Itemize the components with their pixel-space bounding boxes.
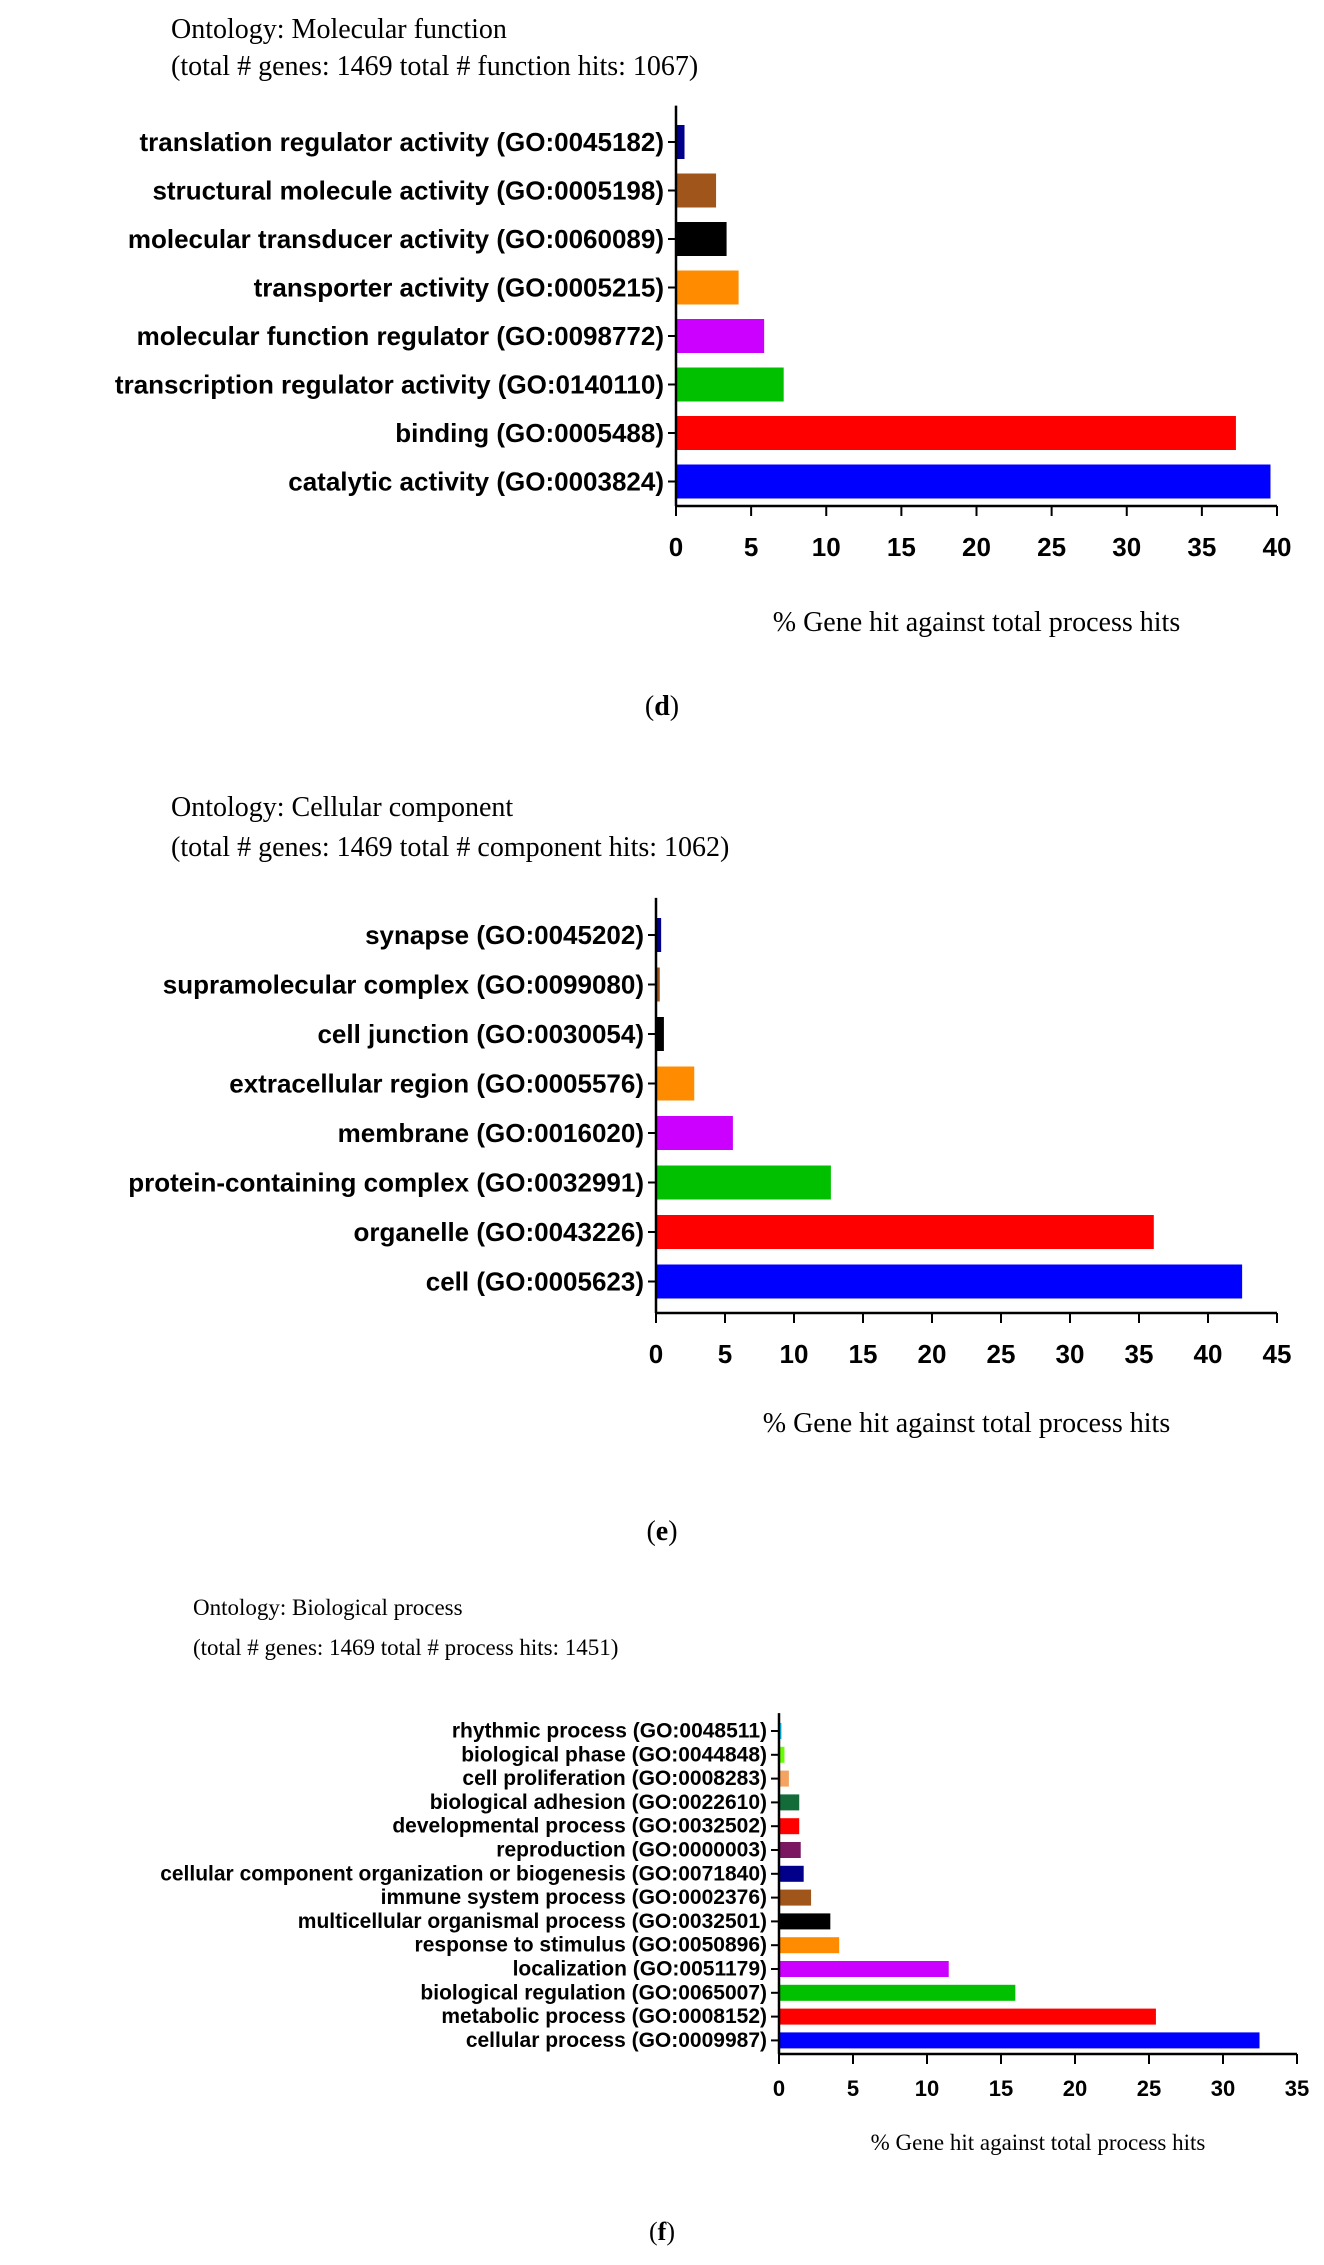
bar (780, 2009, 1156, 2025)
category-label: biological regulation (GO:0065007) (420, 1981, 767, 2005)
x-tick-label: 15 (886, 532, 916, 562)
category-label: biological adhesion (GO:0022610) (429, 1790, 767, 1814)
category-label: catalytic activity (GO:0003824) (288, 466, 664, 497)
panel-label: (f) (648, 2217, 676, 2246)
x-tick-label: 25 (986, 1339, 1016, 1369)
bar (780, 1818, 799, 1834)
category-label: cell (GO:0005623) (425, 1266, 644, 1297)
bar (657, 1215, 1154, 1249)
bar (780, 1771, 789, 1787)
bar (657, 1067, 694, 1101)
bar (657, 968, 660, 1002)
x-tick-label: 5 (743, 532, 759, 562)
category-label: organelle (GO:0043226) (353, 1217, 644, 1247)
x-tick-label: 20 (962, 532, 991, 562)
bar (780, 1961, 949, 1977)
x-tick-label: 30 (1055, 1339, 1085, 1369)
category-label: immune system process (GO:0002376) (380, 1886, 767, 1910)
bar (657, 1116, 733, 1150)
bar (780, 1794, 799, 1810)
category-label: protein-containing complex (GO:0032991) (128, 1167, 644, 1198)
category-label: structural molecule activity (GO:0005198) (152, 175, 664, 206)
panel-label: (d) (644, 691, 680, 722)
category-label: metabolic process (GO:0008152) (441, 2005, 767, 2029)
bar (780, 1890, 811, 1906)
category-label: supramolecular complex (GO:0099080) (162, 969, 644, 1000)
category-label: extracellular region (GO:0005576) (229, 1068, 644, 1099)
category-label: cellular component organization or biogenesis (GO:0071840) (160, 1862, 767, 1886)
panel-label: (e) (646, 1516, 678, 1547)
bar (657, 1166, 831, 1200)
x-tick-label: 35 (1284, 2076, 1310, 2101)
bar (780, 2032, 1260, 2048)
chart-panel-3 (160, 1595, 1309, 2246)
category-label: cell proliferation (GO:0008283) (462, 1767, 767, 1791)
category-label: cellular process (GO:0009987) (465, 2028, 767, 2052)
category-label: membrane (GO:0016020) (337, 1118, 644, 1148)
x-tick-label: 15 (848, 1339, 878, 1369)
category-label: localization (GO:0051179) (512, 1957, 767, 1981)
chart-subtitle: (total # genes: 1469 total # component hits: 1062) (171, 832, 730, 863)
bar (677, 465, 1270, 499)
bar (657, 1017, 664, 1051)
category-label: molecular function regulator (GO:0098772) (136, 321, 664, 351)
bar (677, 271, 739, 305)
x-tick-label: 15 (988, 2076, 1014, 2101)
chart-subtitle: (total # genes: 1469 total # function hits: 1067) (171, 51, 699, 82)
x-tick-label: 40 (1193, 1339, 1223, 1369)
bar (780, 1985, 1015, 2001)
chart-title: Ontology: Cellular component (171, 792, 514, 823)
category-label: developmental process (GO:0032502) (392, 1814, 767, 1838)
bar (780, 1842, 801, 1858)
bar (780, 1747, 784, 1763)
x-tick-label: 20 (1062, 2076, 1088, 2101)
x-tick-label: 30 (1210, 2076, 1236, 2101)
chart-title: Ontology: Biological process (193, 1595, 463, 1620)
x-tick-label: 35 (1124, 1339, 1154, 1369)
x-tick-label: 25 (1037, 532, 1067, 562)
x-tick-label: 20 (917, 1339, 947, 1369)
bar (677, 125, 685, 159)
x-tick-label: 0 (668, 532, 684, 562)
category-label: reproduction (GO:0000003) (496, 1838, 767, 1862)
category-label: molecular transducer activity (GO:0060089) (127, 224, 664, 254)
category-label: biological phase (GO:0044848) (461, 1743, 767, 1767)
x-tick-label: 5 (717, 1339, 733, 1369)
bar (677, 174, 716, 208)
x-tick-label: 40 (1262, 532, 1292, 562)
x-tick-label: 10 (914, 2076, 940, 2101)
bar (657, 918, 661, 952)
x-axis-label: % Gene hit against total process hits (762, 1408, 1171, 1439)
bar (677, 319, 764, 353)
category-label: rhythmic process (GO:0048511) (451, 1719, 767, 1743)
bar (780, 1937, 839, 1953)
x-tick-label: 25 (1136, 2076, 1162, 2101)
x-tick-label: 0 (648, 1339, 664, 1369)
x-tick-label: 10 (779, 1339, 809, 1369)
bar (677, 368, 784, 402)
x-tick-label: 35 (1187, 532, 1217, 562)
chart-panel-1 (115, 14, 1292, 722)
bar (677, 222, 727, 256)
category-label: transporter activity (GO:0005215) (253, 272, 664, 303)
bar (780, 1866, 804, 1882)
category-label: response to stimulus (GO:0050896) (414, 1933, 767, 1957)
category-label: cell junction (GO:0030054) (317, 1019, 644, 1049)
x-tick-label: 10 (811, 532, 841, 562)
category-label: synapse (GO:0045202) (365, 920, 644, 950)
category-label: binding (GO:0005488) (395, 418, 664, 448)
x-tick-label: 5 (846, 2076, 860, 2101)
x-tick-label: 0 (772, 2076, 786, 2101)
bar (780, 1913, 830, 1929)
x-axis-label: % Gene hit against total process hits (870, 2130, 1206, 2155)
chart-subtitle: (total # genes: 1469 total # process hits: 1451) (193, 1635, 619, 1660)
x-tick-label: 30 (1112, 532, 1142, 562)
category-label: multicellular organismal process (GO:0032501) (297, 1909, 767, 1933)
bar (677, 416, 1236, 450)
category-label: translation regulator activity (GO:0045182) (139, 127, 664, 157)
bar (657, 1265, 1242, 1299)
category-label: transcription regulator activity (GO:0140110) (114, 369, 664, 400)
chart-panel-2 (128, 792, 1291, 1547)
x-tick-label: 45 (1262, 1339, 1292, 1369)
x-axis-label: % Gene hit against total process hits (772, 607, 1181, 638)
chart-title: Ontology: Molecular function (171, 14, 507, 45)
